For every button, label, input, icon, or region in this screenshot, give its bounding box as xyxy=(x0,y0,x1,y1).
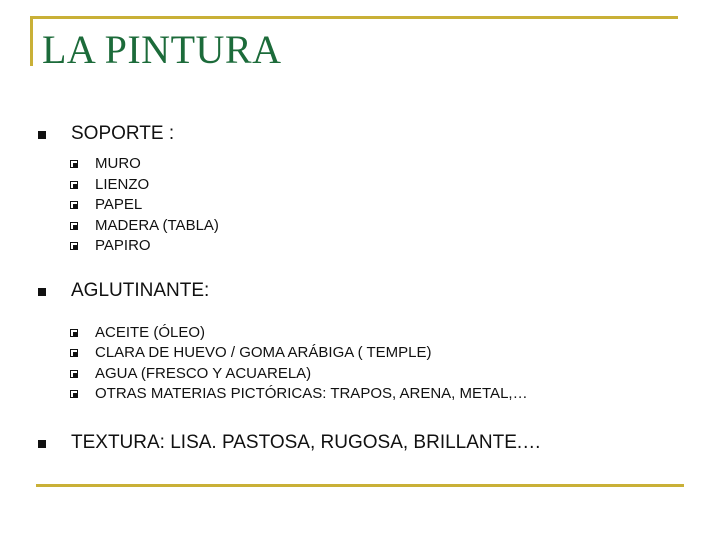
list-item-label: AGUA (FRESCO Y ACUARELA) xyxy=(95,364,312,382)
list-item-label: ACEITE (ÓLEO) xyxy=(95,323,206,341)
section-aglutinante-items xyxy=(38,305,678,405)
section-textura xyxy=(38,429,678,457)
list-item xyxy=(38,195,678,216)
top-accent-line xyxy=(30,16,678,19)
hollow-square-bullet-icon xyxy=(70,222,78,230)
slide-content xyxy=(38,120,678,457)
list-item xyxy=(38,384,678,405)
list-item xyxy=(38,236,678,257)
bottom-accent-line xyxy=(36,484,684,487)
list-item xyxy=(38,323,678,344)
list-item-label: OTRAS MATERIAS PICTÓRICAS: TRAPOS, ARENA, METAL,… xyxy=(95,385,528,402)
hollow-square-bullet-icon xyxy=(70,160,78,168)
section-aglutinante xyxy=(38,277,678,305)
hollow-square-bullet-icon xyxy=(70,201,78,209)
filled-square-bullet-icon xyxy=(38,288,46,296)
list-item-label: PAPIRO xyxy=(95,237,151,254)
hollow-square-bullet-icon xyxy=(70,370,78,378)
list-item xyxy=(38,216,678,237)
list-item xyxy=(38,154,678,175)
list-item-label: LIENZO xyxy=(95,175,150,193)
section-soporte-items xyxy=(38,148,678,257)
filled-square-bullet-icon xyxy=(38,440,46,448)
list-item xyxy=(38,343,678,364)
hollow-square-bullet-icon xyxy=(70,181,78,189)
left-accent-line xyxy=(30,16,33,66)
list-item-label: CLARA DE HUEVO / GOMA ARÁBIGA ( TEMPLE) xyxy=(95,344,432,361)
filled-square-bullet-icon xyxy=(38,131,46,139)
slide-title: LA PINTURA xyxy=(42,27,282,72)
list-item-label: MURO xyxy=(95,155,141,172)
list-item-label: MADERA (TABLA) xyxy=(95,216,219,234)
hollow-square-bullet-icon xyxy=(70,349,78,357)
section-label: TEXTURA: LISA. PASTOSA, RUGOSA, BRILLANTE.… xyxy=(71,431,542,453)
section-soporte xyxy=(38,120,678,148)
list-item xyxy=(38,364,678,385)
hollow-square-bullet-icon xyxy=(70,329,78,337)
list-item-label: PAPEL xyxy=(95,196,143,213)
hollow-square-bullet-icon xyxy=(70,242,78,250)
section-label: AGLUTINANTE: xyxy=(71,279,210,301)
section-label: SOPORTE : xyxy=(71,123,175,144)
hollow-square-bullet-icon xyxy=(70,390,78,398)
list-item xyxy=(38,175,678,196)
